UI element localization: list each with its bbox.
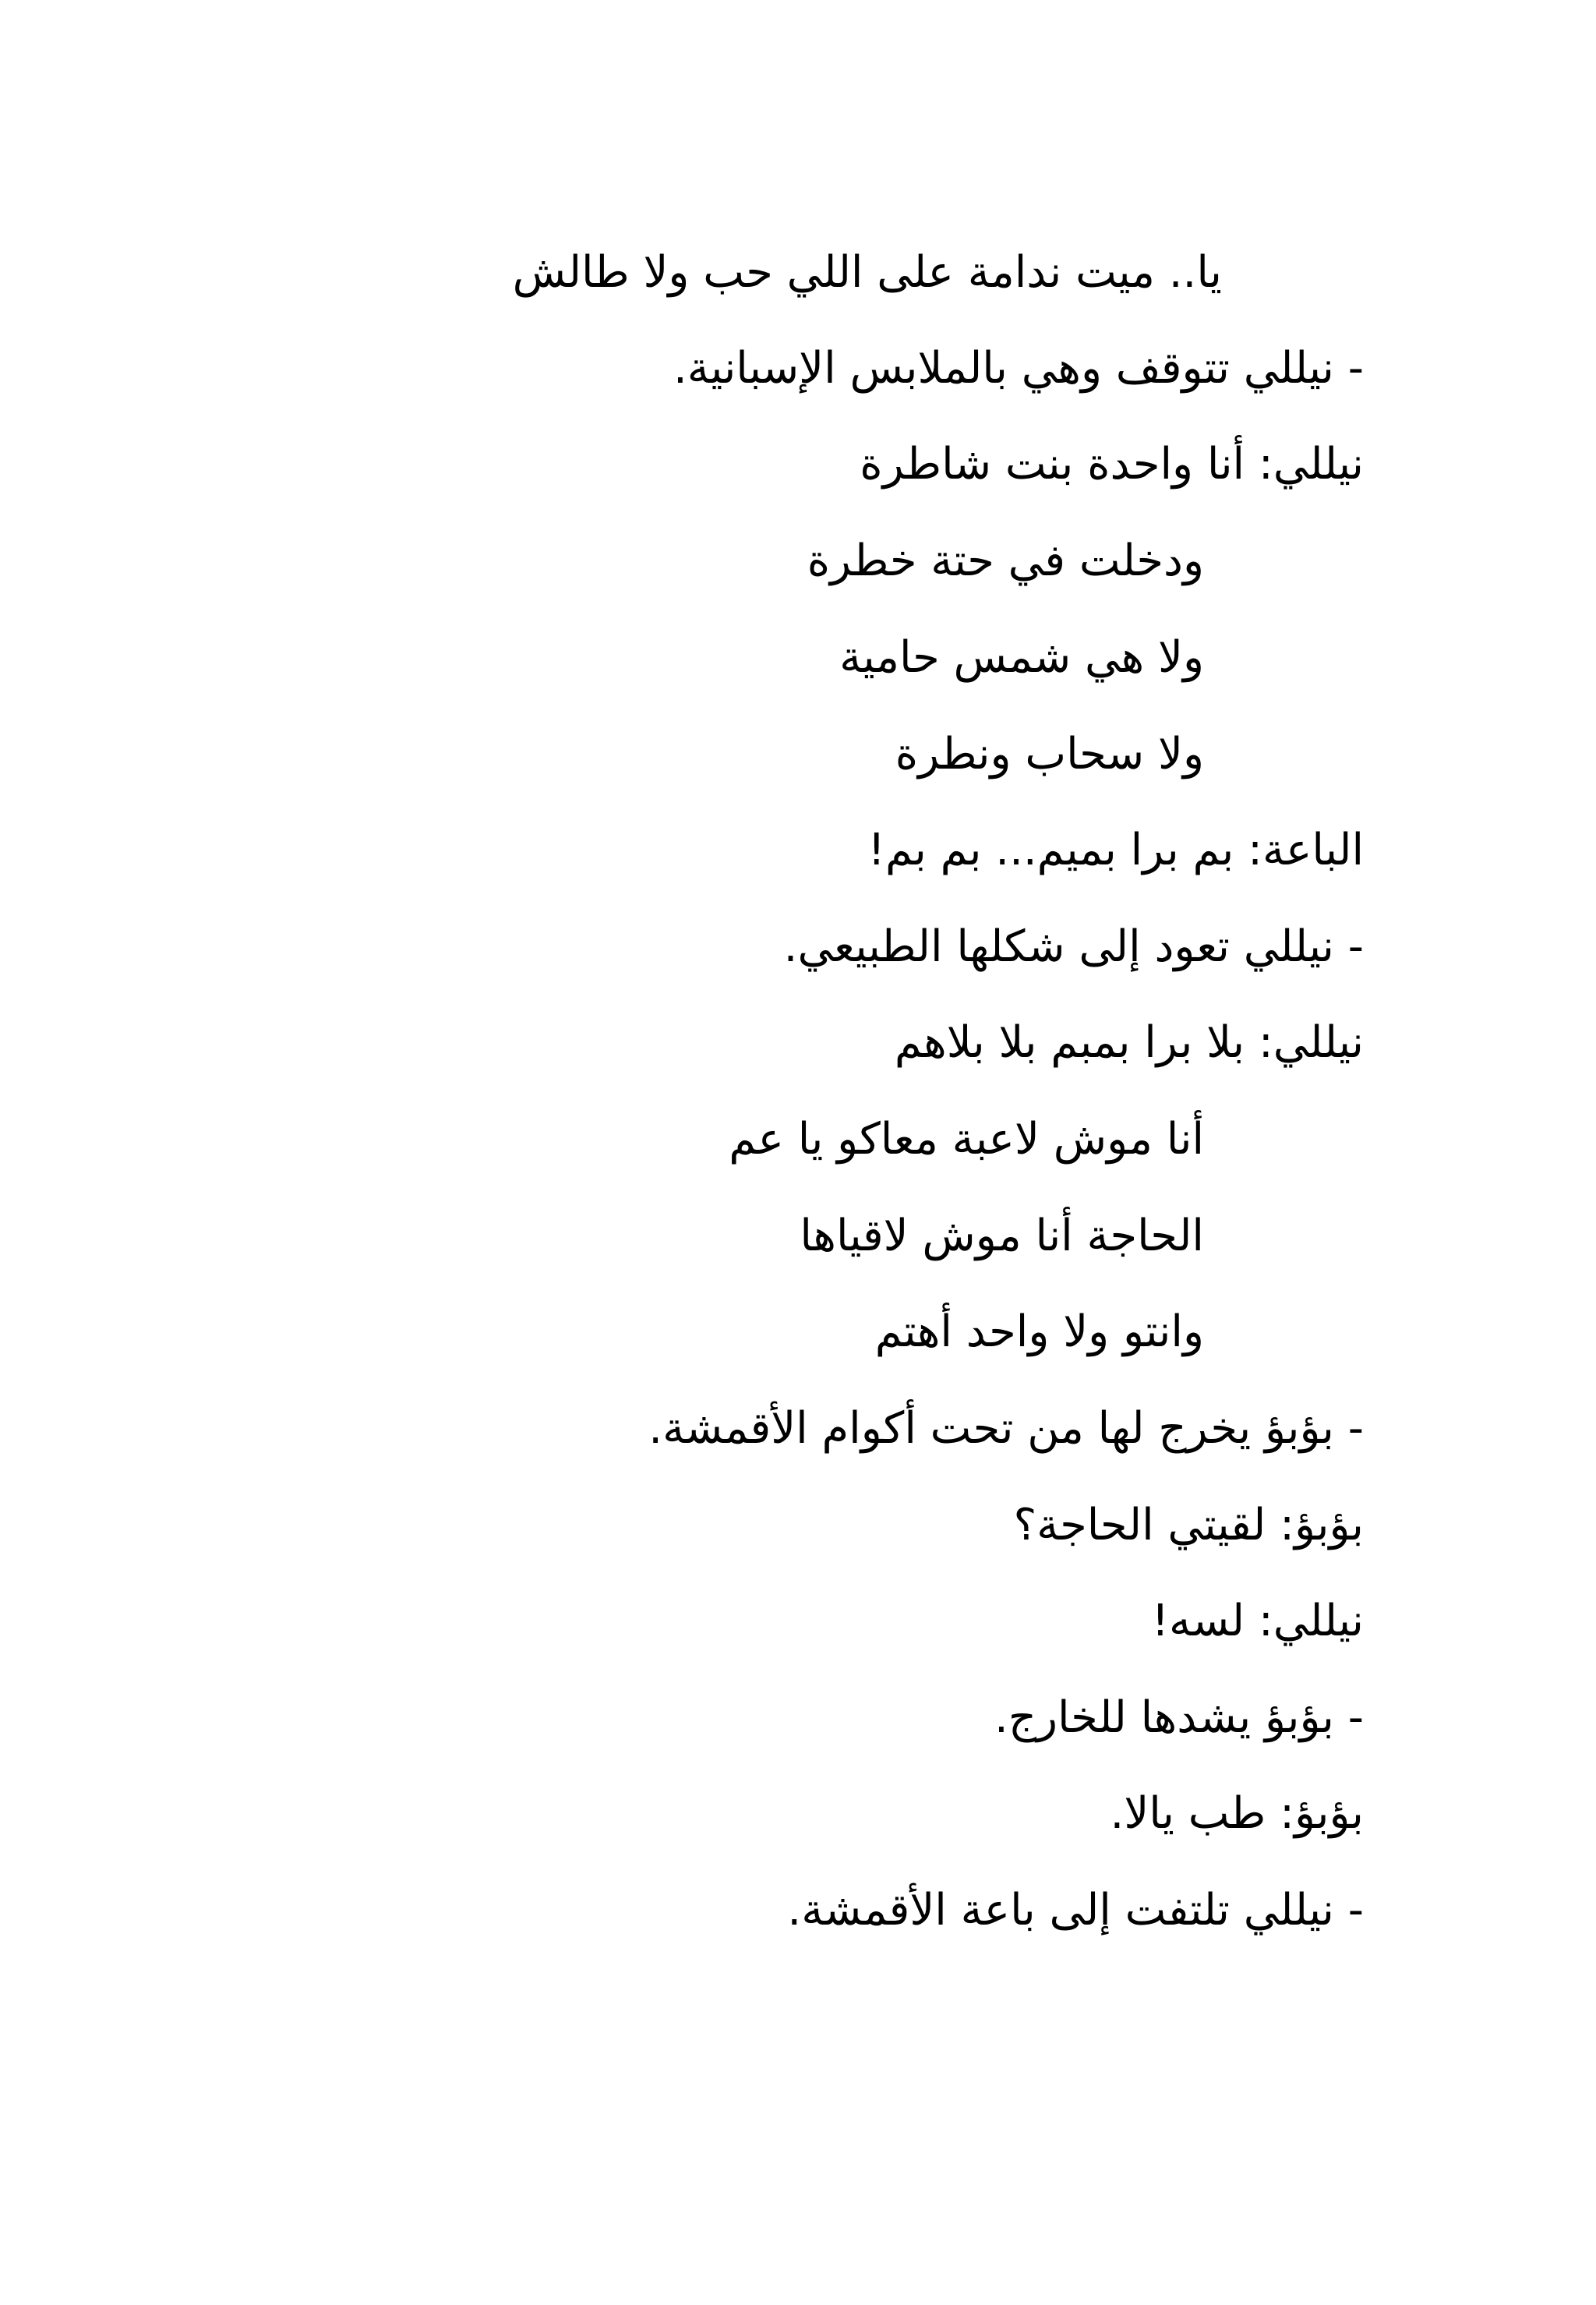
text-line: يا.. ميت ندامة على اللي حب ولا طالش <box>512 247 1222 298</box>
text-line: ودخلت في حتة خطرة <box>807 536 1204 586</box>
text-line: نيللي: بلا برا بمبم بلا بلاهم <box>894 1017 1364 1068</box>
text-line: - نيللي تلتفت إلى باعة الأقمشة. <box>787 1885 1364 1936</box>
text-line: الحاجة أنا موش لاقياها <box>800 1211 1204 1261</box>
text-line: - نيللي تعود إلى شكلها الطبيعي. <box>783 921 1364 972</box>
text-line: وانتو ولا واحد أهتم <box>874 1306 1204 1357</box>
text-line: - بؤبؤ يشدها للخارج. <box>994 1692 1364 1743</box>
text-line: - بؤبؤ يخرج لها من تحت أكوام الأقمشة. <box>648 1403 1364 1454</box>
text-line: - نيللي تتوقف وهي بالملابس الإسبانية. <box>673 343 1364 394</box>
text-line: أنا موش لاعبة معاكو يا عم <box>729 1114 1204 1165</box>
text-line: ولا سحاب ونطرة <box>895 729 1204 780</box>
text-line: بؤبؤ: لقيتي الحاجة؟ <box>1013 1500 1364 1550</box>
text-line: ولا هي شمس حامية <box>839 632 1204 683</box>
text-line: نيللي: أنا واحدة بنت شاطرة <box>860 439 1364 490</box>
text-line: الباعة: بم برا بميم... بم بم! <box>867 825 1364 875</box>
text-line: نيللي: لسه! <box>1151 1596 1364 1646</box>
text-line: بؤبؤ: طب يالا. <box>1110 1788 1364 1839</box>
